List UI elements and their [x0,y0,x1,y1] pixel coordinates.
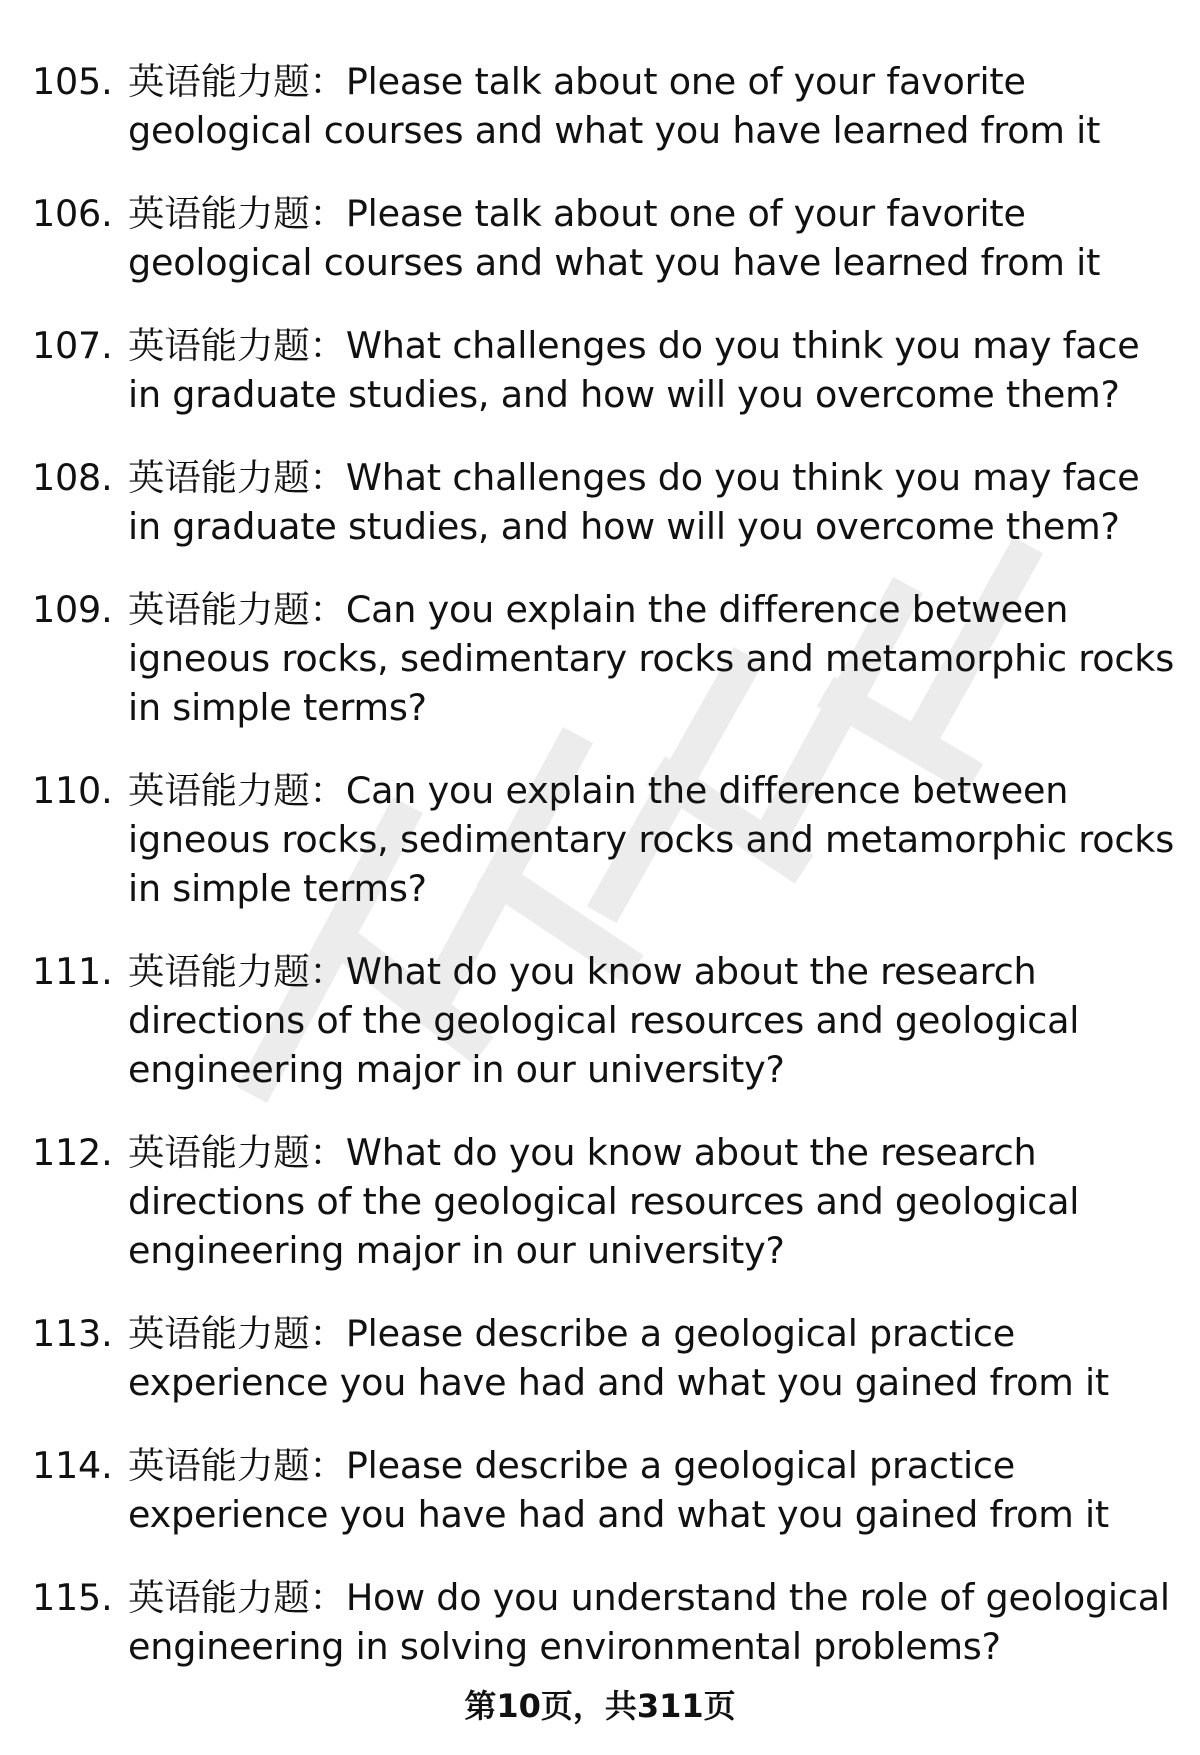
question-list [32,57,1182,1705]
question-body [128,585,1182,732]
question-item [32,1309,1182,1407]
question-number: 106. [32,192,113,235]
question-item [32,1128,1182,1275]
question-item [32,321,1182,419]
question-text: How do you understand the role of geological engineering in solving environmental problems? [128,1576,1170,1668]
question-category-label: 英语能力题： [128,456,346,499]
question-body [128,766,1182,913]
question-number: 115. [32,1576,113,1619]
question-category-label: 英语能力题： [128,950,346,993]
question-text: Can you explain the difference between igneous rocks, sedimentary rocks and metamorphic rocks in simple terms? [128,769,1175,910]
question-number: 108. [32,456,113,499]
question-text: What challenges do you think you may face in graduate studies, and how will you overcome them? [128,456,1140,548]
question-number: 111. [32,950,113,993]
question-number: 109. [32,588,113,631]
question-category-label: 英语能力题： [128,324,346,367]
question-item [32,1441,1182,1539]
question-category-label: 英语能力题： [128,769,346,812]
question-category-label: 英语能力题： [128,1576,346,1619]
question-text: What do you know about the research directions of the geological resources and geological engineering major in our university? [128,1131,1080,1272]
page-indicator: 第10页，共311页 [464,1687,736,1725]
question-text: Can you explain the difference between igneous rocks, sedimentary rocks and metamorphic rocks in simple terms? [128,588,1175,729]
question-number: 112. [32,1131,113,1174]
question-number: 114. [32,1444,113,1487]
question-body [128,947,1182,1094]
question-number: 107. [32,324,113,367]
question-body [128,57,1182,155]
question-item [32,189,1182,287]
question-body [128,1128,1182,1275]
question-item [32,585,1182,732]
question-category-label: 英语能力题： [128,192,346,235]
question-category-label: 英语能力题： [128,1444,346,1487]
question-body [128,189,1182,287]
question-number: 110. [32,769,113,812]
question-number: 113. [32,1312,113,1355]
question-text: Please describe a geological practice experience you have had and what you gained from it [128,1312,1110,1404]
question-category-label: 英语能力题： [128,1312,346,1355]
question-text: Please talk about one of your favorite geological courses and what you have learned from it [128,60,1101,152]
question-item [32,453,1182,551]
question-category-label: 英语能力题： [128,60,346,103]
question-item [32,57,1182,155]
question-item [32,947,1182,1094]
question-body [128,1441,1182,1539]
question-text: Please talk about one of your favorite geological courses and what you have learned from it [128,192,1101,284]
question-category-label: 英语能力题： [128,1131,346,1174]
question-text: What challenges do you think you may face in graduate studies, and how will you overcome them? [128,324,1140,416]
question-item [32,1573,1182,1671]
question-item [32,766,1182,913]
question-body [128,453,1182,551]
question-text: Please describe a geological practice experience you have had and what you gained from it [128,1444,1110,1536]
question-body [128,1573,1182,1671]
question-body [128,321,1182,419]
question-text: What do you know about the research directions of the geological resources and geological engineering major in our university? [128,950,1080,1091]
question-number: 105. [32,60,113,103]
question-body [128,1309,1182,1407]
question-category-label: 英语能力题： [128,588,346,631]
